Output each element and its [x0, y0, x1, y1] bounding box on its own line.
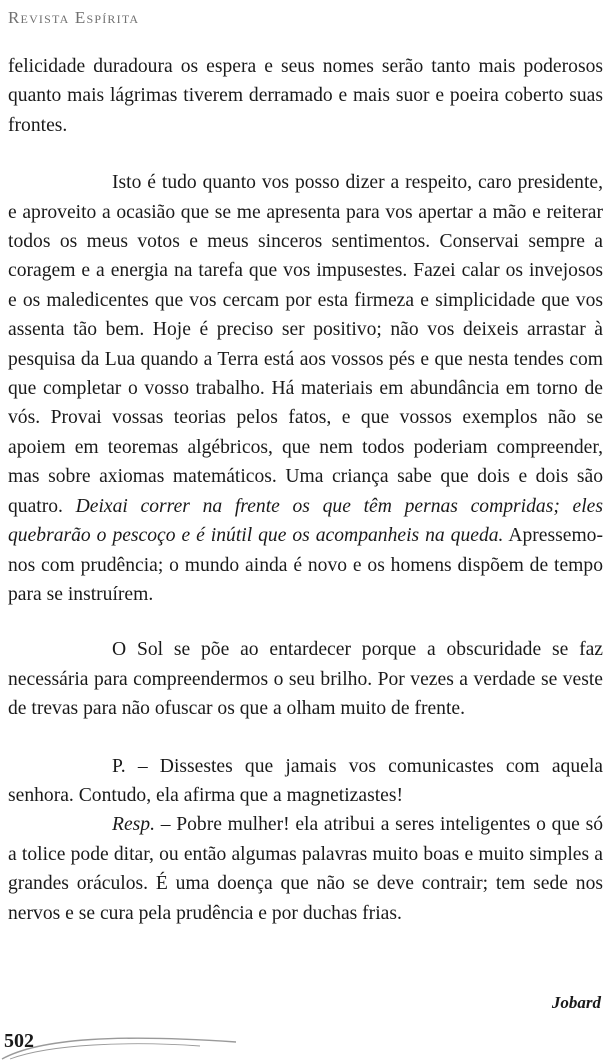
answer-label: Resp. [112, 814, 155, 836]
paragraph-answer [8, 810, 603, 928]
running-header: Revista Espírita [8, 8, 140, 27]
page-number: 502 [4, 1030, 34, 1052]
italic-quote: Deixai correr na frente os que têm pernas compridas; eles quebrarão o pescoço e é inútil que os acompanheis na queda. [8, 495, 603, 547]
paragraph-text: – Pobre mulher! ela atribui a seres inteligentes o que só a tolice pode ditar, ou então algumas palavras muito boas e muito simples a grandes oráculos. É uma doença que não se deve contrair; tem sede nos nervos e se cura pela prudência e por duchas frias. [8, 814, 603, 924]
paragraph-question: P. – Dissestes que jamais vos comunicastes com aquela senhora. Contudo, ela afirma que a magnetizastes! [8, 755, 603, 806]
paragraph-sun: O Sol se põe ao entardecer porque a obscuridade se faz necessária para compreendermos o seu brilho. Por vezes a verdade se veste de trevas para não ofuscar os que a olham muito de frente. [8, 639, 603, 720]
paragraph-continuation: felicidade duradoura os espera e seus nomes serão tanto mais poderosos quanto mais lágrimas tiverem derramado e mais suor e poeira coberto suas frontes. [8, 56, 603, 136]
decorative-swoosh [0, 1028, 240, 1061]
author-signature: Jobard [551, 993, 601, 1012]
page-body [8, 52, 603, 928]
paragraph-text: Apressemo-nos com prudência; o mundo ainda é novo e os homens dispõem de tempo para se instruírem. [8, 525, 604, 605]
paragraph-president [8, 168, 603, 609]
paragraph-text: Isto é tudo quanto vos posso dizer a respeito, caro presidente, e aproveito a ocasião que se me apresenta para vos apertar a mão e reiterar todos os meus votos e meus sinceros sentimentos. Conservai sempre a coragem e a energia na tarefa que vos impusestes. Fazei calar os invejosos e os maledicentes que vos cercam por esta firmeza e simplicidade que vos assenta tão bem. Hoje é preciso ser positivo; não vos deixeis arrastar à pesquisa da Lua quando a Terra está aos vossos pés e que nesta tendes com que completar o vosso trabalho. Há materiais em abundância em torno de vós. Provai vossas teorias pelos fatos, e que vossos exemplos não se apoiem em teoremas algébricos, que nem todos poderiam compreender, mas sobre axiomas matemáticos. Uma criança sabe que dois e dois são quatro. [8, 172, 603, 517]
swoosh-curve [2, 1038, 236, 1059]
